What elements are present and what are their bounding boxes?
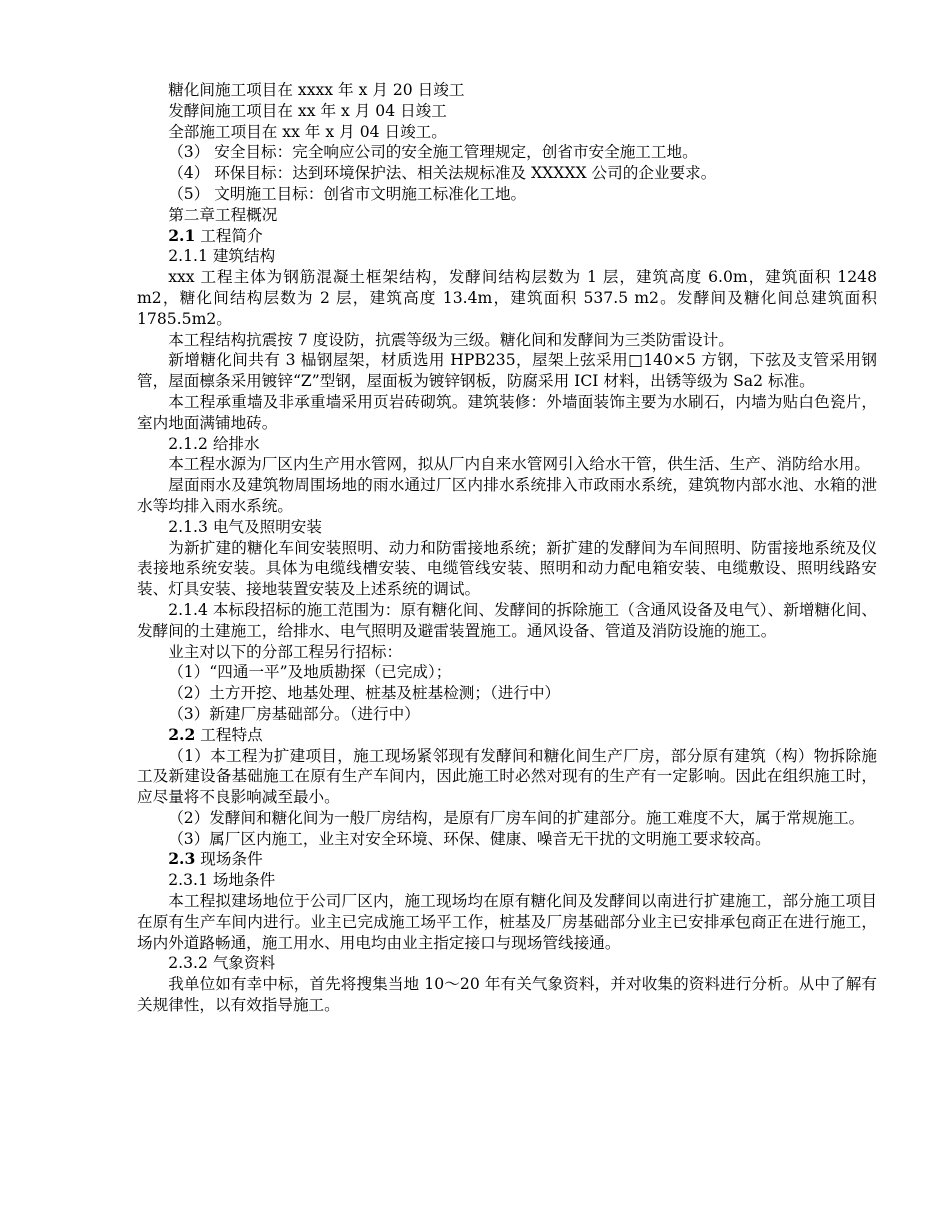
paragraph: 我单位如有幸中标，首先将搜集当地 10～20 年有关气象资料，并对收集的资料进行分析。从中了解有关规律性，以有效指导施工。 bbox=[137, 975, 877, 1015]
paragraph: 新增糖化间共有 3 榀钢屋架，材质选用 HPB235，屋架上弦采用□140×5 方钢，下弦及支管采用钢管，屋面檩条采用镀锌“Z”型钢，屋面板为镀锌钢板，防腐采用 ICI 材料，出锈等级为 Sa2 标准。 bbox=[137, 351, 877, 391]
paragraph: 2.1.4 本标段招标的施工范围为：原有糖化间、发酵间的拆除施工（含通风设备及电气）、新增糖化间、发酵间的土建施工，给排水、电气照明及避雷装置施工。通风设备、管道及消防设施的施工。 bbox=[137, 600, 877, 640]
paragraph: （3）属厂区内施工，业主对安全环境、环保、健康、噪音无干扰的文明施工要求较高。 bbox=[168, 829, 771, 848]
paragraph: 本工程结构抗震按 7 度设防，抗震等级为三级。糖化间和发酵间为三类防雷设计。 bbox=[168, 330, 734, 349]
paragraph: 为新扩建的糖化车间安装照明、动力和防雷接地系统；新扩建的发酵间为车间照明、防雷接地系统及仪表接地系统安装。具体为电缆线槽安装、电缆管线安装、照明和动力配电箱安装、电缆敷设、照明线路安装、灯具安装、接地装置安装及上述系统的调试。 bbox=[137, 538, 877, 599]
section-number: 2.1 bbox=[168, 225, 196, 245]
list-item: （3）新建厂房基础部分。（进行中） bbox=[168, 704, 420, 723]
paragraph: xxx 工程主体为钢筋混凝土框架结构，发酵间结构层数为 1 层，建筑高度 6.0m，建筑面积 1248 m2，糖化间结构层数为 2 层，建筑高度 13.4m，建筑面积 537.5 m2。发酵间及糖化间总建筑面积 1785.5m2。 bbox=[137, 268, 877, 328]
paragraph: （2）发酵间和糖化间为一般厂房结构，是原有厂房车间的扩建部分。施工难度不大，属于常规施工。 bbox=[168, 808, 865, 827]
subsection-heading: 2.1.2 给排水 bbox=[168, 434, 260, 453]
section-heading bbox=[137, 849, 877, 870]
section-number: 2.3 bbox=[168, 849, 196, 869]
section-title: 工程特点 bbox=[195, 725, 263, 744]
chapter-title: 第二章工程概况 bbox=[168, 205, 278, 224]
subsection-heading: 2.1.3 电气及照明安装 bbox=[168, 517, 322, 536]
subsection-heading: 2.3.2 气象资料 bbox=[168, 954, 276, 973]
list-item: （1）“四通一平”及地质勘探（已完成）； bbox=[168, 663, 452, 682]
text-line: （3） 安全目标：完全响应公司的安全施工管理规定，创省市安全施工工地。 bbox=[168, 143, 698, 162]
document-page bbox=[137, 80, 877, 1016]
list-item: （2）土方开挖、地基处理、桩基及桩基检测；（进行中） bbox=[168, 684, 561, 703]
section-title: 现场条件 bbox=[195, 850, 263, 869]
text-line: 全部施工项目在 xx 年 x 月 04 日竣工。 bbox=[168, 122, 447, 141]
section-heading bbox=[137, 226, 877, 247]
text-line: 业主对以下的分部工程另行招标： bbox=[168, 642, 403, 661]
text-line: （4） 环保目标：达到环境保护法、相关法规标准及 XXXXX 公司的企业要求。 bbox=[168, 164, 717, 183]
section-heading bbox=[137, 725, 877, 746]
paragraph: （1）本工程为扩建项目，施工现场紧邻现有发酵间和糖化间生产厂房，部分原有建筑（构）物拆除施工及新建设备基础施工在原有生产车间内，因此施工时必然对现有的生产有一定影响。因此在组织施工时，应尽量将不良影响减至最小。 bbox=[137, 746, 878, 807]
text-line: 糖化间施工项目在 xxxx 年 x 月 20 日竣工 bbox=[168, 81, 465, 99]
text-line: 发酵间施工项目在 xx 年 x 月 04 日竣工 bbox=[168, 101, 447, 120]
paragraph: 屋面雨水及建筑物周围场地的雨水通过厂区内排水系统排入市政雨水系统，建筑物内部水池、水箱的泄水等均排入雨水系统。 bbox=[137, 476, 877, 515]
text-line: （5） 文明施工目标：创省市文明施工标准化工地。 bbox=[168, 184, 527, 203]
subsection-heading: 2.1.1 建筑结构 bbox=[168, 247, 276, 266]
section-number: 2.2 bbox=[168, 724, 196, 744]
paragraph: 本工程水源为厂区内生产用水管网，拟从厂内自来水管网引入给水干管，供生活、生产、消防给水用。 bbox=[168, 455, 870, 474]
section-title: 工程简介 bbox=[195, 226, 263, 245]
subsection-heading: 2.3.1 场地条件 bbox=[168, 871, 276, 890]
paragraph: 本工程承重墙及非承重墙采用页岩砖砌筑。建筑装修：外墙面装饰主要为水刷石，内墙为贴白色瓷片，室内地面满铺地砖。 bbox=[137, 392, 877, 432]
paragraph: 本工程拟建场地位于公司厂区内，施工现场均在原有糖化间及发酵间以南进行扩建施工，部分施工项目在原有生产车间内进行。业主已完成施工场平工作，桩基及厂房基础部分业主已安排承包商正在进行施工，场内外道路畅通，施工用水、用电均由业主指定接口与现场管线接通。 bbox=[137, 892, 877, 952]
